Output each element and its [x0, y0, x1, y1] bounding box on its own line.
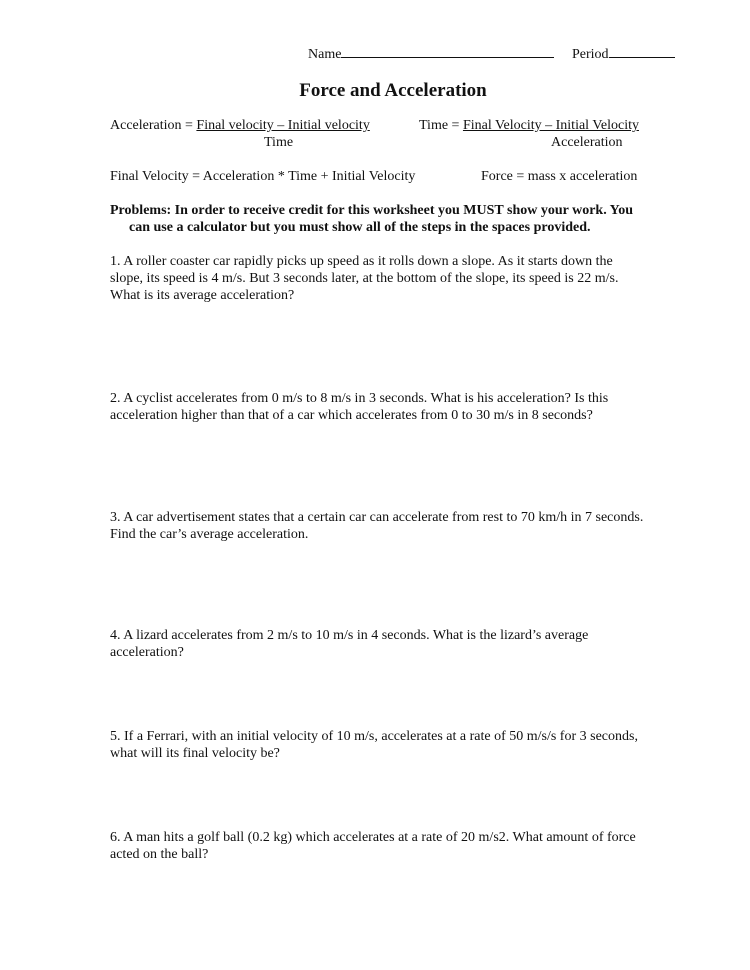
- page-title: Force and Acceleration: [299, 80, 487, 101]
- name-blank-line[interactable]: [341, 44, 554, 58]
- question-1-line-3: What is its average acceleration?: [110, 288, 295, 303]
- question-4-answer-space[interactable]: [110, 669, 680, 724]
- question-3-answer-space[interactable]: [110, 551, 680, 616]
- question-1-line-1: 1. A roller coaster car rapidly picks up speed as it rolls down a slope. As it starts down the: [110, 254, 613, 269]
- question-5-line-1: 5. If a Ferrari, with an initial velocity of 10 m/s, accelerates at a rate of 50 m/s/s for 3 seconds,: [110, 729, 638, 744]
- instructions-line-2: can use a calculator but you must show all of the steps in the spaces provided.: [129, 220, 591, 235]
- force-formula: Force = mass x acceleration: [481, 169, 638, 184]
- final-velocity-formula: Final Velocity = Acceleration * Time + Initial Velocity: [110, 169, 416, 184]
- instructions-line-1: Problems: In order to receive credit for this worksheet you MUST show your work. You: [110, 203, 634, 218]
- period-blank-line[interactable]: [609, 44, 675, 58]
- period-label: Period: [572, 47, 609, 62]
- question-1-line-2: slope, its speed is 4 m/s. But 3 seconds later, at the bottom of the slope, its speed is 22 m/s.: [110, 271, 619, 286]
- question-1: [110, 253, 690, 304]
- question-2-line-1: 2. A cyclist accelerates from 0 m/s to 8 m/s in 3 seconds. What is his acceleration? Is this: [110, 391, 609, 406]
- question-5-answer-space[interactable]: [110, 770, 680, 825]
- acceleration-formula: [110, 118, 370, 134]
- question-3: [110, 509, 690, 543]
- time-formula: [419, 118, 639, 134]
- acceleration-formula-lhs: Acceleration =: [110, 118, 197, 133]
- question-2-answer-space[interactable]: [110, 432, 680, 497]
- name-field[interactable]: [308, 44, 554, 63]
- question-6-line-1: 6. A man hits a golf ball (0.2 kg) which accelerates at a rate of 20 m/s2. What amount of force: [110, 830, 636, 845]
- acceleration-formula-denominator: Time: [264, 135, 294, 150]
- question-6: [110, 829, 690, 863]
- question-2: [110, 390, 690, 424]
- question-6-line-2: acted on the ball?: [110, 847, 209, 862]
- question-5-line-2: what will its final velocity be?: [110, 746, 280, 761]
- question-3-line-1: 3. A car advertisement states that a certain car can accelerate from rest to 70 km/h in 7 seconds.: [110, 510, 644, 525]
- name-label: Name: [308, 47, 342, 62]
- time-formula-denominator: Acceleration: [551, 135, 623, 150]
- question-5: [110, 728, 690, 762]
- time-formula-numerator: Final Velocity – Initial Velocity: [462, 118, 639, 133]
- question-3-line-2: Find the car’s average acceleration.: [110, 527, 309, 542]
- question-1-answer-space[interactable]: [110, 312, 680, 382]
- question-6-answer-space[interactable]: [110, 871, 680, 951]
- acceleration-formula-numerator: Final velocity – Initial velocity: [196, 118, 370, 133]
- time-formula-lhs: Time =: [419, 118, 463, 133]
- period-field[interactable]: [572, 44, 675, 63]
- question-4-line-2: acceleration?: [110, 645, 184, 660]
- question-2-line-2: acceleration higher than that of a car which accelerates from 0 to 30 m/s in 8 seconds?: [110, 408, 593, 423]
- question-4: [110, 627, 690, 661]
- question-4-line-1: 4. A lizard accelerates from 2 m/s to 10 m/s in 4 seconds. What is the lizard’s average: [110, 628, 589, 643]
